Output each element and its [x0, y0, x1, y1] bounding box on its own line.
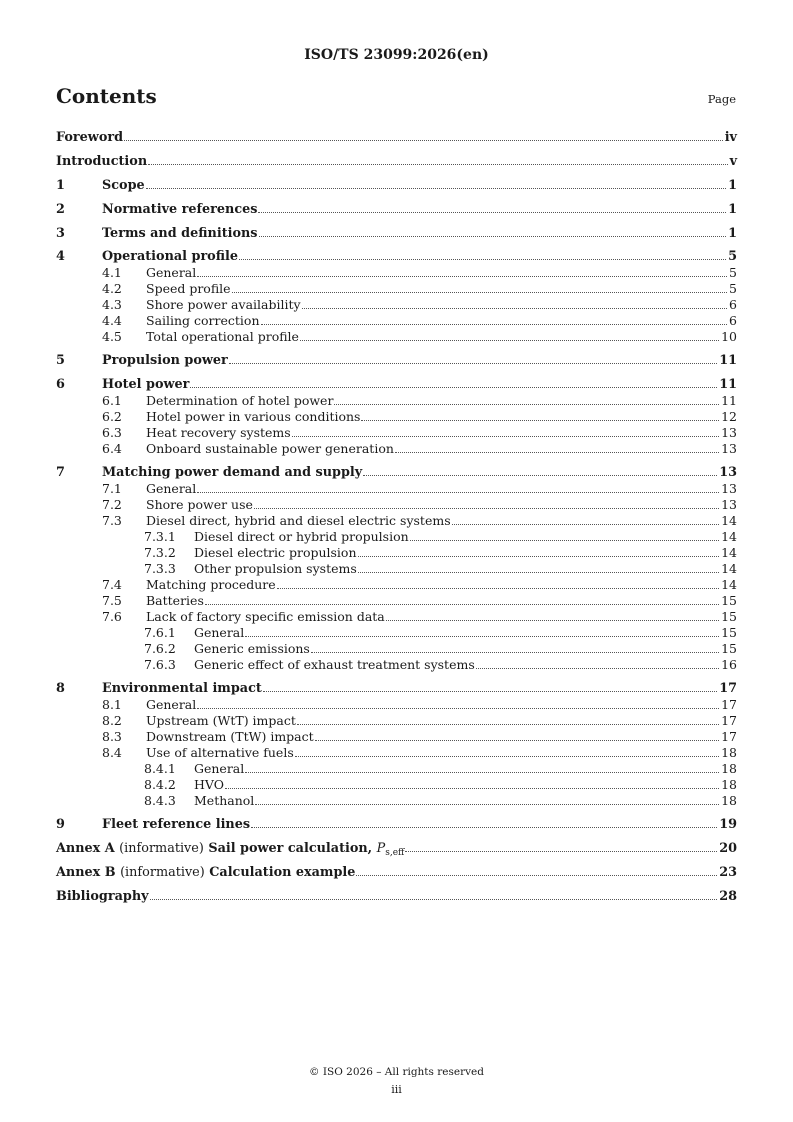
annex-a-symbol-subscript: s,eff	[385, 847, 405, 858]
annex-a-symbol: P	[376, 840, 386, 856]
toc-entry[interactable]	[56, 641, 737, 657]
toc-entry[interactable]	[56, 761, 737, 777]
dot-leader	[395, 449, 719, 453]
toc-page-number: 1	[728, 201, 737, 217]
toc-page-number: 18	[721, 793, 737, 809]
toc-entry[interactable]	[56, 497, 737, 513]
dot-leader	[295, 753, 719, 757]
dot-leader	[150, 896, 718, 900]
toc-page-number: 11	[721, 393, 737, 409]
toc-page-number: 17	[719, 681, 737, 697]
toc-entry-title: Speed profile	[146, 281, 231, 297]
toc-entry[interactable]	[56, 593, 737, 609]
toc-entry[interactable]	[56, 409, 737, 425]
toc-entry-title: Upstream (WtT) impact	[146, 713, 296, 729]
dot-leader	[263, 688, 717, 692]
toc-page-number: 17	[721, 713, 737, 729]
toc-entry-title: General	[146, 265, 197, 281]
toc-entry[interactable]	[56, 393, 737, 409]
toc-entry[interactable]	[56, 265, 737, 281]
toc-entry[interactable]	[56, 729, 737, 745]
toc-entry-title: Sailing correction	[146, 313, 260, 329]
toc-entry-title: Bibliography	[56, 888, 149, 904]
toc-entry[interactable]	[56, 481, 737, 497]
toc-entry[interactable]	[56, 657, 737, 673]
toc-entry[interactable]	[56, 377, 737, 393]
toc-entry-number: 6	[56, 377, 65, 393]
dot-leader	[311, 649, 719, 653]
toc-page-number: 19	[719, 816, 737, 832]
toc-entry-title: Shore power availability	[146, 297, 301, 313]
toc-page-number: 16	[721, 657, 737, 673]
annex-b-label: Annex B	[56, 864, 116, 880]
toc-entry-title: Matching procedure	[146, 577, 276, 593]
dot-leader	[124, 137, 723, 141]
toc-entry-title: Introduction	[56, 153, 148, 169]
toc-entry-number: 2	[56, 201, 65, 217]
toc-page-number: 11	[719, 353, 737, 369]
dot-leader	[258, 209, 726, 213]
toc-page-number: 28	[719, 888, 737, 904]
toc-entry[interactable]	[56, 425, 737, 441]
dot-leader	[197, 273, 727, 277]
dot-leader	[245, 633, 719, 637]
toc-entry-title: Fleet reference lines	[102, 816, 251, 832]
toc-page-number: 15	[721, 641, 737, 657]
toc-entry[interactable]	[56, 130, 737, 146]
toc-entry-number: 7.6.2	[144, 641, 176, 657]
dot-leader	[297, 721, 719, 725]
toc-page-number: iv	[724, 130, 737, 145]
toc-page-number: 18	[721, 745, 737, 761]
toc-entry-annex-b[interactable]	[56, 865, 737, 881]
toc-page-number: 13	[719, 465, 737, 481]
toc-entry[interactable]	[56, 777, 737, 793]
toc-entry-number: 4.3	[102, 297, 122, 313]
toc-entry[interactable]	[56, 529, 737, 545]
dot-leader	[254, 505, 719, 509]
toc-page-number: 15	[721, 593, 737, 609]
toc-entry-title: HVO	[194, 777, 224, 793]
toc-entry[interactable]	[56, 625, 737, 641]
annex-b-title: Calculation example	[209, 864, 356, 880]
page-column-label: Page	[707, 92, 736, 106]
toc-entry-number: 6.1	[102, 393, 122, 409]
toc-entry-title: Environmental impact	[102, 681, 262, 697]
toc-page-number: 18	[721, 761, 737, 777]
toc-page-number: 23	[719, 864, 737, 880]
dot-leader	[300, 337, 719, 341]
toc-entry-number: 7.4	[102, 577, 122, 593]
dot-leader	[239, 256, 726, 260]
toc-page-number: 13	[721, 497, 737, 513]
dot-leader	[251, 824, 717, 828]
dot-leader	[452, 521, 719, 525]
dot-leader	[315, 737, 719, 741]
toc-entry[interactable]	[56, 297, 737, 313]
toc-entry-title: Downstream (TtW) impact	[146, 729, 314, 745]
toc-entry[interactable]	[56, 793, 737, 809]
toc-entry-title: General	[146, 481, 197, 497]
dot-leader	[386, 617, 719, 621]
toc-entry-number: 4.5	[102, 329, 122, 345]
dot-leader	[334, 401, 719, 405]
toc-entry-number: 8.3	[102, 729, 122, 745]
dot-leader	[358, 553, 720, 557]
toc-entry-number: 4	[56, 249, 65, 265]
toc-entry-title: Scope	[102, 177, 145, 193]
dot-leader	[292, 433, 719, 437]
annex-b-kind: (informative)	[120, 864, 205, 880]
dot-leader	[197, 705, 719, 709]
toc-entry-title: Onboard sustainable power generation	[146, 441, 394, 457]
toc-entry-title: Diesel direct, hybrid and diesel electric systems	[146, 513, 451, 529]
toc-entry[interactable]	[56, 441, 737, 457]
toc-entry-annex-a[interactable]	[56, 841, 737, 857]
dot-leader	[476, 665, 719, 669]
toc-entry-number: 8	[56, 681, 65, 697]
copyright-notice: © ISO 2026 – All rights reserved	[309, 1066, 484, 1078]
dot-leader	[358, 569, 719, 573]
dot-leader	[363, 472, 717, 476]
toc-entry-title: Methanol	[194, 793, 255, 809]
toc-entry-title: Normative references	[102, 201, 258, 217]
toc-entry[interactable]	[56, 226, 737, 242]
dot-leader	[405, 848, 717, 852]
dot-leader	[361, 417, 719, 421]
dot-leader	[190, 384, 717, 388]
toc-page-number: 5	[729, 281, 737, 297]
dot-leader	[148, 161, 727, 165]
toc-page-number: 5	[728, 249, 737, 265]
table-of-contents	[56, 130, 737, 905]
dot-leader	[232, 289, 727, 293]
toc-page-number: 17	[721, 729, 737, 745]
toc-page-number: 6	[729, 297, 737, 313]
toc-page-number: 14	[721, 545, 737, 561]
toc-entry[interactable]	[56, 465, 737, 481]
toc-page-number: 10	[721, 329, 737, 345]
toc-entry-title: Lack of factory specific emission data	[146, 609, 385, 625]
dot-leader	[261, 321, 728, 325]
toc-entry-title: Diesel electric propulsion	[194, 545, 357, 561]
toc-entry-title: Shore power use	[146, 497, 253, 513]
dot-leader	[302, 305, 727, 309]
dot-leader	[259, 233, 727, 237]
toc-page-number: 5	[729, 265, 737, 281]
dot-leader	[245, 769, 719, 773]
toc-entry-bibliography[interactable]	[56, 889, 737, 905]
toc-entry[interactable]	[56, 353, 737, 369]
toc-entry-number: 4.2	[102, 281, 122, 297]
toc-entry-title: Hotel power in various conditions	[146, 409, 361, 425]
toc-page-number: v	[729, 153, 737, 169]
toc-entry-number: 8.1	[102, 697, 122, 713]
dot-leader	[146, 185, 726, 189]
toc-entry-title: Propulsion power	[102, 353, 228, 369]
toc-entry-number: 8.4.1	[144, 761, 176, 777]
dot-leader	[277, 585, 719, 589]
toc-entry-number: 8.4.2	[144, 777, 176, 793]
toc-entry-number: 8.4	[102, 745, 122, 761]
toc-entry-number: 4.4	[102, 313, 122, 329]
toc-entry[interactable]	[56, 329, 737, 345]
dot-leader	[356, 872, 717, 876]
toc-entry-number: 7.3	[102, 513, 122, 529]
toc-entry[interactable]	[56, 561, 737, 577]
toc-entry-title: General	[146, 697, 197, 713]
toc-page-number: 12	[721, 409, 737, 425]
toc-entry-title: Total operational profile	[146, 329, 299, 345]
toc-page-number: 1	[728, 177, 737, 193]
toc-entry-number: 6.3	[102, 425, 122, 441]
toc-entry-number: 6.2	[102, 409, 122, 425]
annex-a-kind: (informative)	[119, 840, 204, 856]
toc-entry-title: Hotel power	[102, 377, 190, 393]
toc-entry-number: 8.2	[102, 713, 122, 729]
toc-page-number: 6	[729, 313, 737, 329]
annex-a-label: Annex A	[56, 840, 115, 856]
toc-entry-title: Operational profile	[102, 249, 239, 265]
toc-page-number: 20	[719, 840, 737, 856]
toc-entry[interactable]	[56, 681, 737, 697]
toc-entry-title: Batteries	[146, 593, 204, 609]
toc-entry-title: Other propulsion systems	[194, 561, 357, 577]
toc-entry-title: Heat recovery systems	[146, 425, 291, 441]
toc-entry[interactable]	[56, 545, 737, 561]
toc-entry-title: Generic emissions	[194, 641, 310, 657]
toc-entry-number: 7.1	[102, 481, 122, 497]
toc-entry[interactable]	[56, 202, 737, 218]
toc-entry-number: 7.6	[102, 609, 122, 625]
toc-entry-number: 7.6.3	[144, 657, 176, 673]
dot-leader	[205, 601, 719, 605]
toc-page-number: 15	[721, 625, 737, 641]
toc-entry-title: General	[194, 625, 245, 641]
dot-leader	[229, 360, 717, 364]
toc-entry-title: General	[194, 761, 245, 777]
dot-leader	[225, 785, 719, 789]
contents-title: Contents	[56, 84, 157, 108]
toc-entry-title: Diesel direct or hybrid propulsion	[194, 529, 409, 545]
toc-entry[interactable]	[56, 817, 737, 833]
toc-entry-title: Use of alternative fuels	[146, 745, 294, 761]
toc-page-number: 11	[719, 377, 737, 393]
toc-entry-number: 9	[56, 816, 65, 832]
toc-page-number: 18	[721, 777, 737, 793]
toc-page-number: 13	[721, 481, 737, 497]
toc-entry-number: 6.4	[102, 441, 122, 457]
dot-leader	[410, 537, 719, 541]
toc-entry-number: 7.3.3	[144, 561, 176, 577]
toc-page-number: 14	[721, 577, 737, 593]
toc-entry[interactable]	[56, 577, 737, 593]
toc-entry-number: 7.5	[102, 593, 122, 609]
page-number: iii	[391, 1083, 402, 1096]
toc-page-number: 14	[721, 529, 737, 545]
toc-entry-number: 7	[56, 465, 65, 481]
toc-entry-number: 5	[56, 353, 65, 369]
toc-entry-number: 7.3.2	[144, 545, 176, 561]
toc-entry[interactable]	[56, 697, 737, 713]
toc-page-number: 14	[721, 513, 737, 529]
toc-entry[interactable]	[56, 713, 737, 729]
dot-leader	[197, 489, 719, 493]
toc-page-number: 13	[721, 425, 737, 441]
toc-entry-number: 7.2	[102, 497, 122, 513]
toc-page-number: 17	[721, 697, 737, 713]
annex-a-title: Sail power calculation,	[208, 840, 373, 856]
toc-entry[interactable]	[56, 281, 737, 297]
toc-entry[interactable]	[56, 178, 737, 194]
toc-page-number: 15	[721, 609, 737, 625]
toc-entry[interactable]	[56, 154, 737, 170]
toc-entry-number: 7.6.1	[144, 625, 176, 641]
toc-entry-number: 4.1	[102, 265, 122, 281]
toc-entry-title: Terms and definitions	[102, 225, 258, 241]
dot-leader	[255, 801, 719, 805]
toc-entry-title: Matching power demand and supply	[102, 465, 363, 481]
toc-entry-number: 8.4.3	[144, 793, 176, 809]
toc-entry[interactable]	[56, 249, 737, 265]
toc-entry[interactable]	[56, 609, 737, 625]
toc-page-number: 14	[721, 561, 737, 577]
toc-entry-title: Determination of hotel power	[146, 393, 334, 409]
toc-entry-title: Generic effect of exhaust treatment systems	[194, 657, 475, 673]
toc-entry-number: 7.3.1	[144, 529, 176, 545]
toc-entry-title: Foreword	[56, 130, 124, 145]
toc-entry[interactable]	[56, 513, 737, 529]
toc-entry-number: 1	[56, 177, 65, 193]
toc-entry[interactable]	[56, 745, 737, 761]
toc-page-number: 13	[721, 441, 737, 457]
toc-page-number: 1	[728, 225, 737, 241]
toc-entry-number: 3	[56, 225, 65, 241]
document-id: ISO/TS 23099:2026(en)	[304, 47, 489, 63]
toc-entry[interactable]	[56, 313, 737, 329]
